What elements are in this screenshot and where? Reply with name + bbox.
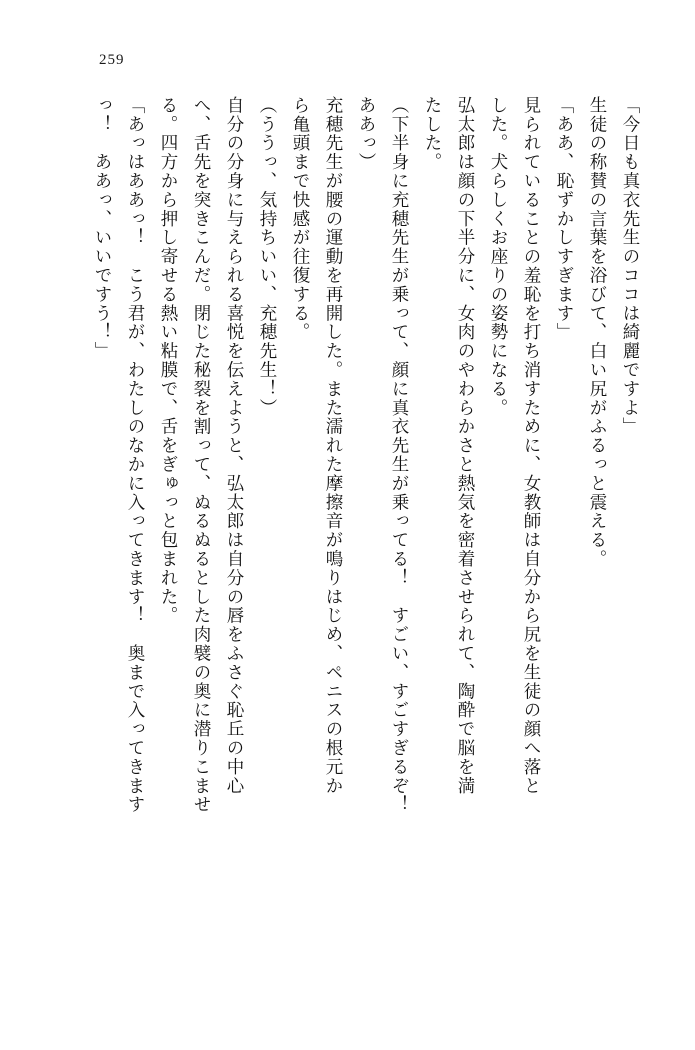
text-line: （ううっ、気持ちいい、充穂先生！） (258, 96, 278, 418)
text-line: へ、舌先を突きこんだ。閉じた秘裂を割って、ぬるぬるとした肉襞の奥に潜りこませ (192, 96, 212, 815)
body-text (57, 96, 647, 976)
text-line: 「あっはああっ！ こう君が、わたしのなかに入ってきます！ 奥まで入ってきます (126, 96, 146, 815)
text-line: した。犬らしくお座りの姿勢になる。 (489, 96, 509, 418)
text-line: たした。 (423, 96, 443, 172)
text-line: 「今日も真衣先生のココは綺麗ですよ」 (621, 96, 641, 437)
page-number: 259 (99, 52, 125, 68)
text-line: 弘太郎は顔の下半分に、女肉のやわらかさと熱気を密着させられて、陶酔で脳を満 (456, 96, 476, 796)
text-line: っ！ ああっ、いいですう！」 (93, 96, 113, 361)
text-line: ああっ） (357, 96, 377, 172)
text-line: る。四方から押し寄せる熱い粘膜で、舌をぎゅっと包まれた。 (159, 96, 179, 626)
text-line: ら亀頭まで快感が往復する。 (291, 96, 311, 342)
text-line: （下半身に充穂先生が乗って、顔に真衣先生が乗ってる！ すごい、すごすぎるぞ！ (390, 96, 410, 815)
text-line: 「ああ、恥ずかしすぎます」 (555, 96, 575, 342)
text-line: 充穂先生が腰の運動を再開した。また濡れた摩擦音が鳴りはじめ、ペニスの根元か (324, 96, 344, 796)
text-line: 生徒の称賛の言葉を浴びて、白い尻がふるっと震える。 (588, 96, 608, 569)
text-line: 自分の分身に与えられる喜悦を伝えようと、弘太郎は自分の唇をふさぐ恥丘の中心 (225, 96, 245, 796)
text-line: 見られていることの羞恥を打ち消すために、女教師は自分から尻を生徒の顔へ落と (522, 96, 542, 796)
